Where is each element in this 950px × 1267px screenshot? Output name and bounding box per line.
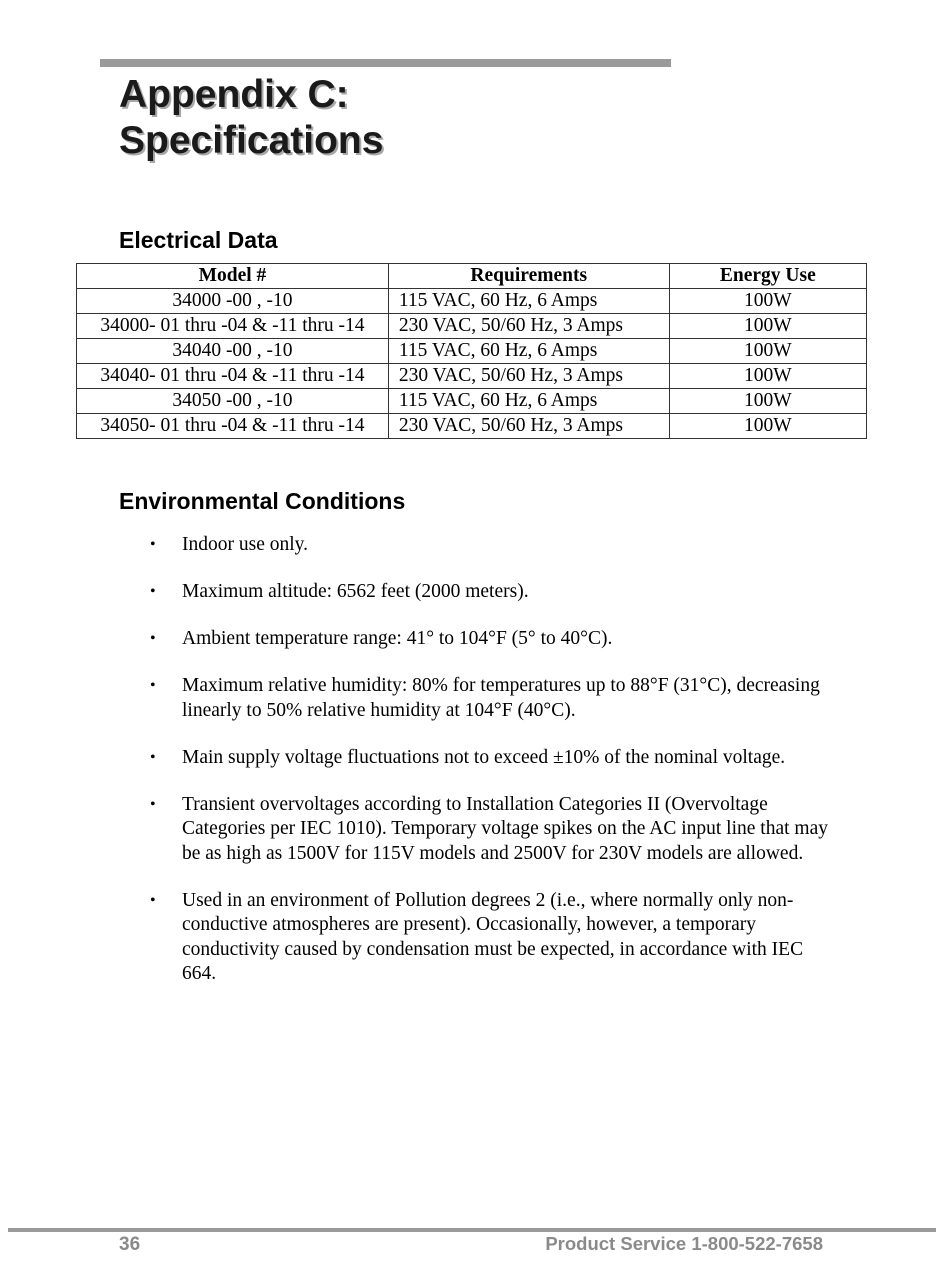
table-header-row [77, 264, 867, 289]
bullet-icon: • [150, 536, 156, 553]
list-item [150, 627, 840, 652]
top-rule [100, 59, 671, 67]
list-item [150, 746, 840, 771]
product-service-phone: Product Service 1-800-522-7658 [545, 1233, 823, 1254]
list-item-text: Main supply voltage fluctuations not to exceed ±10% of the nominal voltage. [182, 746, 786, 768]
cell-energy-use: 100W [669, 414, 866, 439]
cell-requirements: 115 VAC, 60 Hz, 6 Amps [388, 389, 669, 414]
environmental-conditions-list [150, 533, 840, 1009]
table-row [77, 414, 867, 439]
cell-requirements: 230 VAC, 50/60 Hz, 3 Amps [388, 364, 669, 389]
cell-energy-use: 100W [669, 364, 866, 389]
column-header-energy-use: Energy Use [669, 264, 866, 289]
list-item [150, 889, 840, 987]
bullet-icon: • [150, 795, 156, 813]
cell-requirements: 115 VAC, 60 Hz, 6 Amps [388, 289, 669, 314]
electrical-data-heading: Electrical Data [119, 227, 278, 253]
bullet-icon: • [150, 677, 156, 694]
cell-requirements: 230 VAC, 50/60 Hz, 3 Amps [388, 414, 669, 439]
cell-energy-use: 100W [669, 339, 866, 364]
cell-requirements: 115 VAC, 60 Hz, 6 Amps [388, 339, 669, 364]
cell-model: 34040 -00 , -10 [77, 339, 389, 364]
electrical-data-table [76, 263, 867, 439]
list-item [150, 533, 840, 558]
list-item [150, 674, 840, 723]
bullet-icon: • [150, 891, 156, 909]
cell-requirements: 230 VAC, 50/60 Hz, 3 Amps [388, 314, 669, 339]
table-row [77, 314, 867, 339]
cell-energy-use: 100W [669, 289, 866, 314]
list-item-text: Maximum relative humidity: 80% for temperatures up to 88°F (31°C), decreasing linearly to 50% relative humidity at 104°F (40°C). [182, 675, 820, 721]
bullet-icon: • [150, 748, 156, 766]
cell-model: 34000- 01 thru -04 & -11 thru -14 [77, 314, 389, 339]
bullet-icon: • [150, 630, 156, 647]
list-item-text: Indoor use only. [182, 534, 309, 555]
cell-model: 34050 -00 , -10 [77, 389, 389, 414]
environmental-conditions-heading: Environmental Conditions [119, 488, 406, 514]
list-item [150, 793, 840, 867]
table-row [77, 339, 867, 364]
list-item [150, 580, 840, 605]
cell-energy-use: 100W [669, 314, 866, 339]
page-title-line-1: Appendix C: [119, 73, 349, 116]
table-row [77, 289, 867, 314]
list-item-text: Used in an environment of Pollution degrees 2 (i.e., where normally only non-conductive atmospheres are present). Occasionally, however, a temporary conductivity caused by condensation must be expected, in accordance with IEC 664. [182, 889, 804, 984]
table-row [77, 389, 867, 414]
page-title-line-2: Specifications [119, 119, 384, 162]
table-row [77, 364, 867, 389]
list-item-text: Maximum altitude: 6562 feet (2000 meters). [182, 581, 529, 602]
bullet-icon: • [150, 583, 156, 600]
column-header-requirements: Requirements [388, 264, 669, 289]
cell-model: 34000 -00 , -10 [77, 289, 389, 314]
page-number: 36 [119, 1234, 141, 1255]
footer-rule [8, 1228, 936, 1232]
list-item-text: Ambient temperature range: 41° to 104°F (5° to 40°C). [182, 628, 613, 649]
list-item-text: Transient overvoltages according to Installation Categories II (Overvoltage Categories per IEC 1010). Temporary voltage spikes on the AC input line that may be as high as 1500V for 115V models and 2500V for 230V models are allowed. [182, 793, 828, 864]
cell-model: 34050- 01 thru -04 & -11 thru -14 [77, 414, 389, 439]
cell-model: 34040- 01 thru -04 & -11 thru -14 [77, 364, 389, 389]
page-title [119, 72, 383, 164]
cell-energy-use: 100W [669, 389, 866, 414]
column-header-model: Model # [77, 264, 389, 289]
